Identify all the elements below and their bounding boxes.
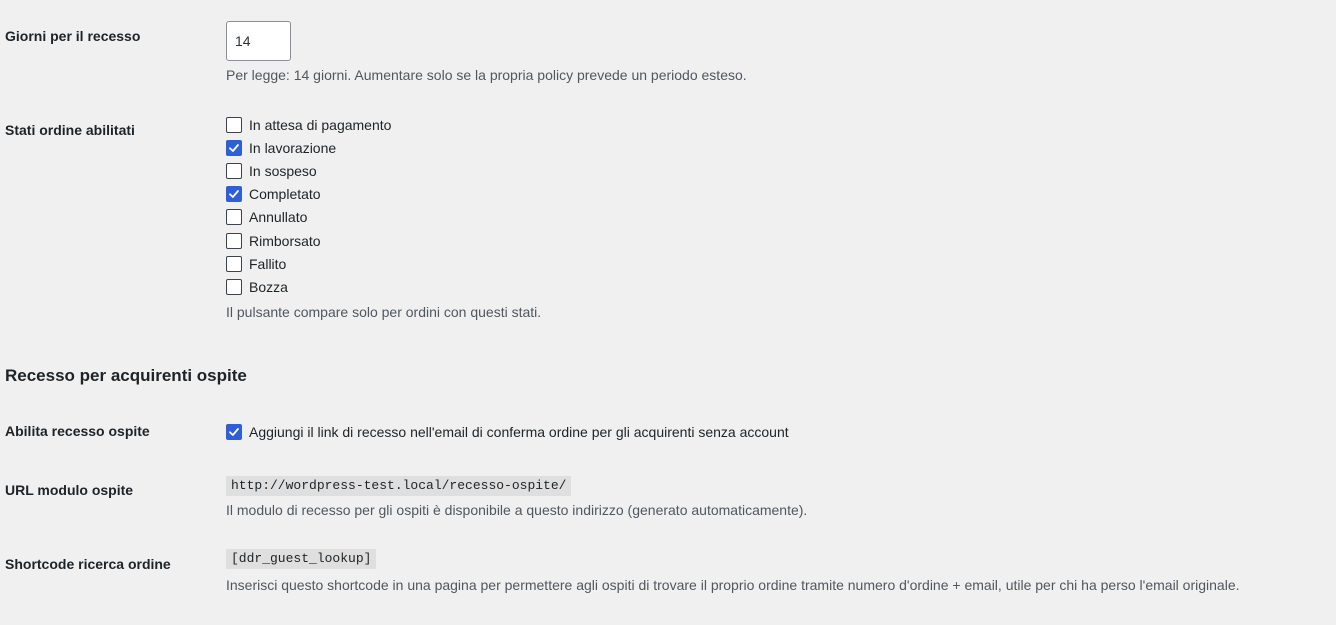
section-title: Recesso per acquirenti ospite — [5, 366, 247, 385]
order-state-item[interactable] — [226, 275, 391, 298]
checkbox[interactable] — [226, 279, 242, 295]
checkmark-icon — [228, 426, 240, 438]
order-state-label: Bozza — [249, 278, 288, 295]
shortcode-description: Inserisci questo shortcode in una pagina per permettere agli ospiti di trovare il proprio ordine tramite numero d'ordine + email, utile per chi ha perso l'email originale. — [226, 577, 1240, 593]
order-states-field — [226, 113, 391, 299]
order-state-label: Fallito — [249, 255, 287, 272]
guest-enable-label: Abilita recesso ospite — [5, 423, 150, 439]
checkbox-checked[interactable] — [226, 424, 242, 440]
shortcode-label: Shortcode ricerca ordine — [5, 556, 171, 572]
guest-url-description: Il modulo di recesso per gli ospiti è disponibile a questo indirizzo (generato automaticamente). — [226, 502, 808, 518]
guest-enable-checkbox-label: Aggiungi il link di recesso nell'email di conferma ordine per gli acquirenti senza account — [249, 423, 789, 440]
guest-enable-row[interactable] — [226, 420, 789, 443]
checkbox[interactable] — [226, 256, 242, 272]
order-state-label: In lavorazione — [249, 139, 337, 156]
checkmark-icon — [228, 142, 240, 154]
order-state-item[interactable] — [226, 159, 391, 182]
days-input[interactable] — [226, 21, 291, 61]
days-description: Per legge: 14 giorni. Aumentare solo se la propria policy prevede un periodo esteso. — [226, 67, 747, 83]
order-state-item[interactable] — [226, 113, 391, 136]
order-states-description: Il pulsante compare solo per ordini con questi stati. — [226, 304, 542, 320]
checkbox-checked[interactable] — [226, 140, 242, 156]
order-state-item[interactable] — [226, 183, 391, 206]
checkmark-icon — [228, 188, 240, 200]
order-state-item[interactable] — [226, 252, 391, 275]
order-state-item[interactable] — [226, 136, 391, 159]
order-state-label: Completato — [249, 186, 321, 203]
order-state-label: Rimborsato — [249, 232, 321, 249]
order-states-list — [226, 113, 391, 299]
guest-url-label: URL modulo ospite — [5, 482, 134, 498]
guest-url-field — [226, 476, 571, 496]
checkbox[interactable] — [226, 117, 242, 133]
guest-url-code: http://wordpress-test.local/recesso-ospite/ — [226, 476, 571, 496]
order-state-item[interactable] — [226, 206, 391, 229]
checkbox-checked[interactable] — [226, 186, 242, 202]
checkbox[interactable] — [226, 233, 242, 249]
order-state-label: In sospeso — [249, 162, 317, 179]
guest-enable-field — [226, 420, 789, 443]
order-state-label: In attesa di pagamento — [249, 116, 392, 133]
checkbox[interactable] — [226, 163, 242, 179]
order-states-label: Stati ordine abilitati — [5, 122, 135, 138]
order-state-item[interactable] — [226, 229, 391, 252]
checkbox[interactable] — [226, 209, 242, 225]
shortcode-code: [ddr_guest_lookup] — [226, 549, 376, 569]
days-field — [226, 21, 291, 61]
shortcode-field — [226, 549, 376, 569]
days-label: Giorni per il recesso — [5, 28, 141, 44]
order-state-label: Annullato — [249, 209, 308, 226]
